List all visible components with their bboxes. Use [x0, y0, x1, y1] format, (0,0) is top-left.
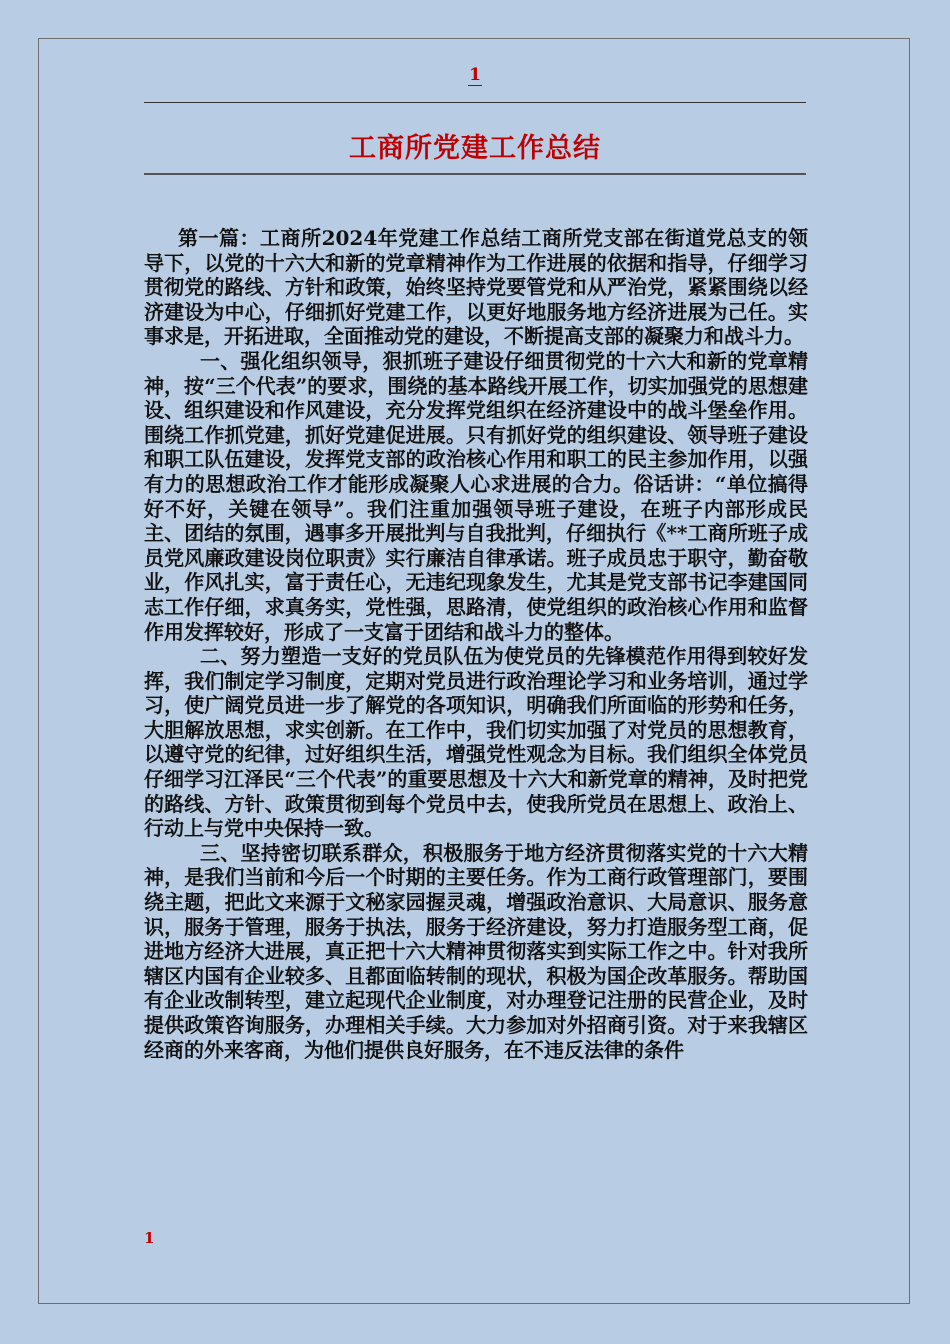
header-page-number — [0, 64, 950, 86]
title-divider — [144, 173, 806, 175]
header-page-number-text: 1 — [469, 65, 481, 85]
document-title: 工商所党建工作总结 — [349, 133, 601, 164]
document-body — [144, 226, 808, 1062]
paragraph-intro: 第一篇：工商所2024年党建工作总结工商所党支部在街道党总支的领导下，以党的十六大和新的党章精神作为工作进展的依据和指导，仔细学习贯彻党的路线、方针和政策，始终坚持党要管党和从严治党，紧紧围绕以经济建设为中心，仔细抓好党建工作，以更好地服务地方经济进展为己任。实事求是，开拓进取，全面推动党的建设，不断提高支部的凝聚力和战斗力。 — [144, 226, 808, 349]
paragraph-section-3: 三、坚持密切联系群众，积极服务于地方经济贯彻落实党的十六大精神，是我们当前和今后一个时期的主要任务。作为工商行政管理部门，要围绕主题，把此文来源于文秘家园握灵魂，增强政治意识、大局意识、服务意识，服务于管理，服务于执法，服务于经济建设，努力打造服务型工商，促进地方经济大进展，真正把十六大精神贯彻落实到实际工作之中。针对我所辖区内国有企业较多、且都面临转制的现状，积极为国企改革服务。帮助国有企业改制转型，建立起现代企业制度，对办理登记注册的民营企业，及时提供政策咨询服务，办理相关手续。大力参加对外招商引资。对于来我辖区经商的外来客商，为他们提供良好服务，在不违反法律的条件 — [144, 840, 808, 1062]
paragraph-section-2: 二、努力塑造一支好的党员队伍为使党员的先锋模范作用得到较好发挥，我们制定学习制度，定期对党员进行政治理论学习和业务培训，通过学习，使广阔党员进一步了解党的各项知识，明确我们所面临的形势和任务，大胆解放思想，求实创新。在工作中，我们切实加强了对党员的思想教育，以遵守党的纪律，过好组织生活，增强党性观念为目标。我们组织全体党员仔细学习江泽民“三个代表”的重要思想及十六大和新党章的精神，及时把党的路线、方针、政策贯彻到每个党员中去，使我所党员在思想上、政治上、行动上与党中央保持一致。 — [144, 644, 808, 841]
paragraph-section-1: 一、强化组织领导，狠抓班子建设仔细贯彻党的十六大和新的党章精神，按“三个代表”的要求，围绕的基本路线开展工作，切实加强党的思想建设、组织建设和作风建设，充分发挥党组织在经济建设中的战斗堡垒作用。围绕工作抓党建，抓好党建促进展。只有抓好党的组织建设、领导班子建设和职工队伍建设，发挥党支部的政治核心作用和职工的民主参加作用，以强有力的思想政治工作才能形成凝聚人心求进展的合力。俗话讲：“单位搞得好不好，关键在领导”。我们注重加强领导班子建设，在班子内部形成民主、团结的氛围，遇事多开展批判与自我批判，仔细执行《**工商所班子成员党风廉政建设岗位职责》实行廉洁自律承诺。班子成员忠于职守，勤奋敬业，作风扎实，富于责任心，无违纪现象发生，尤其是党支部书记李建国同志工作仔细，求真务实，党性强，思路清，使党组织的政治核心作用和监督作用发挥较好，形成了一支富于团结和战斗力的整体。 — [144, 348, 808, 644]
footer-page-number: 1 — [144, 1229, 155, 1247]
header-divider — [144, 102, 806, 103]
